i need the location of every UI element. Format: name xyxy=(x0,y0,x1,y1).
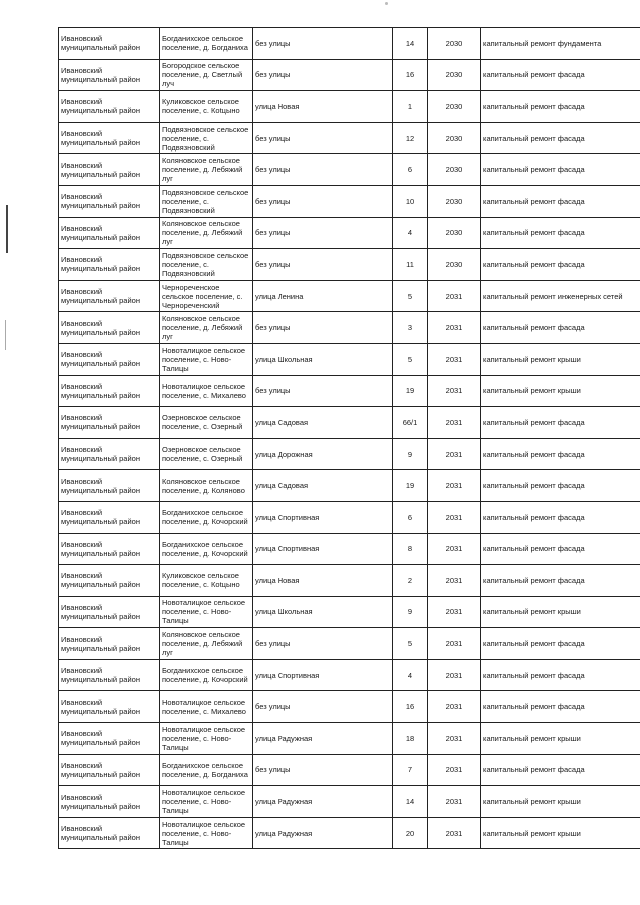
settlement-cell: Богданихское сельское поселение, д. Кочорский xyxy=(160,659,253,691)
district-cell: Ивановский муниципальный район xyxy=(59,280,160,312)
settlement-cell: Куликовское сельское поселение, с. Коtцыно xyxy=(160,91,253,123)
house-number-cell: 20 xyxy=(393,817,428,849)
district-cell: Ивановский муниципальный район xyxy=(59,533,160,565)
settlement-cell: Богданихское сельское поселение, д. Богданиха xyxy=(160,28,253,60)
table-row xyxy=(59,59,640,91)
repair-schedule-table xyxy=(58,27,640,849)
district-cell: Ивановский муниципальный район xyxy=(59,185,160,217)
house-number-cell: 2 xyxy=(393,565,428,597)
street-cell: без улицы xyxy=(253,154,393,186)
street-cell: улица Садовая xyxy=(253,470,393,502)
settlement-cell: Подвязновское сельское поселение, с. Подвязновский xyxy=(160,185,253,217)
house-number-cell: 4 xyxy=(393,217,428,249)
year-cell: 2030 xyxy=(428,59,481,91)
district-cell: Ивановский муниципальный район xyxy=(59,375,160,407)
work-type-cell: капитальный ремонт фасада xyxy=(481,122,640,154)
house-number-cell: 4 xyxy=(393,659,428,691)
year-cell: 2030 xyxy=(428,122,481,154)
year-cell: 2031 xyxy=(428,565,481,597)
district-cell: Ивановский муниципальный район xyxy=(59,122,160,154)
street-cell: улица Радужная xyxy=(253,817,393,849)
work-type-cell: капитальный ремонт фасада xyxy=(481,533,640,565)
table-row xyxy=(59,122,640,154)
district-cell: Ивановский муниципальный район xyxy=(59,91,160,123)
street-cell: без улицы xyxy=(253,375,393,407)
district-cell: Ивановский муниципальный район xyxy=(59,438,160,470)
table-row xyxy=(59,343,640,375)
street-cell: без улицы xyxy=(253,312,393,344)
settlement-cell: Новоталицкое сельское поселение, с. Ново-Талицы xyxy=(160,596,253,628)
settlement-cell: Богданихское сельское поселение, д. Кочорский xyxy=(160,533,253,565)
street-cell: улица Школьная xyxy=(253,343,393,375)
house-number-cell: 14 xyxy=(393,28,428,60)
work-type-cell: капитальный ремонт фасада xyxy=(481,501,640,533)
table-row xyxy=(59,565,640,597)
district-cell: Ивановский муниципальный район xyxy=(59,343,160,375)
settlement-cell: Чернореченское сельское поселение, с. Чернореченский xyxy=(160,280,253,312)
street-cell: улица Спортивная xyxy=(253,533,393,565)
settlement-cell: Богданихское сельское поселение, д. Кочорский xyxy=(160,501,253,533)
house-number-cell: 3 xyxy=(393,312,428,344)
table-row xyxy=(59,628,640,660)
house-number-cell: 9 xyxy=(393,596,428,628)
work-type-cell: капитальный ремонт фасада xyxy=(481,217,640,249)
work-type-cell: капитальный ремонт крыши xyxy=(481,723,640,755)
house-number-cell: 19 xyxy=(393,375,428,407)
work-type-cell: капитальный ремонт крыши xyxy=(481,817,640,849)
table-row xyxy=(59,28,640,60)
work-type-cell: капитальный ремонт крыши xyxy=(481,343,640,375)
street-cell: без улицы xyxy=(253,754,393,786)
house-number-cell: 16 xyxy=(393,59,428,91)
house-number-cell: 5 xyxy=(393,343,428,375)
table-row xyxy=(59,312,640,344)
street-cell: улица Новая xyxy=(253,565,393,597)
table-row xyxy=(59,691,640,723)
table-row xyxy=(59,786,640,818)
street-cell: улица Новая xyxy=(253,91,393,123)
table-row xyxy=(59,185,640,217)
street-cell: улица Радужная xyxy=(253,786,393,818)
settlement-cell: Богородское сельское поселение, д. Светлый луч xyxy=(160,59,253,91)
district-cell: Ивановский муниципальный район xyxy=(59,786,160,818)
house-number-cell: 6 xyxy=(393,501,428,533)
work-type-cell: капитальный ремонт фундамента xyxy=(481,28,640,60)
district-cell: Ивановский муниципальный район xyxy=(59,565,160,597)
street-cell: улица Школьная xyxy=(253,596,393,628)
year-cell: 2031 xyxy=(428,533,481,565)
street-cell: улица Спортивная xyxy=(253,659,393,691)
year-cell: 2031 xyxy=(428,280,481,312)
work-type-cell: капитальный ремонт фасада xyxy=(481,470,640,502)
settlement-cell: Новоталицкое сельское поселение, с. Ново-Талицы xyxy=(160,723,253,755)
work-type-cell: капитальный ремонт фасада xyxy=(481,438,640,470)
house-number-cell: 66/1 xyxy=(393,407,428,439)
scan-margin-mark xyxy=(6,205,8,253)
settlement-cell: Подвязновское сельское поселение, с. Подвязновский xyxy=(160,122,253,154)
house-number-cell: 6 xyxy=(393,154,428,186)
district-cell: Ивановский муниципальный район xyxy=(59,659,160,691)
house-number-cell: 14 xyxy=(393,786,428,818)
table-row xyxy=(59,217,640,249)
work-type-cell: капитальный ремонт фасада xyxy=(481,407,640,439)
district-cell: Ивановский муниципальный район xyxy=(59,817,160,849)
street-cell: без улицы xyxy=(253,28,393,60)
work-type-cell: капитальный ремонт фасада xyxy=(481,691,640,723)
table-row xyxy=(59,501,640,533)
house-number-cell: 5 xyxy=(393,628,428,660)
year-cell: 2031 xyxy=(428,343,481,375)
street-cell: улица Спортивная xyxy=(253,501,393,533)
house-number-cell: 18 xyxy=(393,723,428,755)
year-cell: 2030 xyxy=(428,91,481,123)
street-cell: без улицы xyxy=(253,249,393,281)
table-row xyxy=(59,723,640,755)
work-type-cell: капитальный ремонт инженерных сетей xyxy=(481,280,640,312)
year-cell: 2031 xyxy=(428,375,481,407)
house-number-cell: 5 xyxy=(393,280,428,312)
house-number-cell: 12 xyxy=(393,122,428,154)
work-type-cell: капитальный ремонт фасада xyxy=(481,59,640,91)
house-number-cell: 9 xyxy=(393,438,428,470)
district-cell: Ивановский муниципальный район xyxy=(59,249,160,281)
settlement-cell: Новоталицкое сельское поселение, с. Михалево xyxy=(160,691,253,723)
settlement-cell: Коляновское сельское поселение, д. Лебяжий луг xyxy=(160,217,253,249)
district-cell: Ивановский муниципальный район xyxy=(59,723,160,755)
table-row xyxy=(59,596,640,628)
settlement-cell: Озерновское сельское поселение, с. Озерный xyxy=(160,407,253,439)
district-cell: Ивановский муниципальный район xyxy=(59,691,160,723)
settlement-cell: Коляновское сельское поселение, д. Лебяжий луг xyxy=(160,154,253,186)
year-cell: 2031 xyxy=(428,754,481,786)
district-cell: Ивановский муниципальный район xyxy=(59,407,160,439)
house-number-cell: 19 xyxy=(393,470,428,502)
district-cell: Ивановский муниципальный район xyxy=(59,217,160,249)
settlement-cell: Новоталицкое сельское поселение, с. Ново-Талицы xyxy=(160,786,253,818)
table-row xyxy=(59,754,640,786)
street-cell: улица Садовая xyxy=(253,407,393,439)
house-number-cell: 11 xyxy=(393,249,428,281)
table-row xyxy=(59,438,640,470)
settlement-cell: Новоталицкое сельское поселение, с. Ново-Талицы xyxy=(160,343,253,375)
district-cell: Ивановский муниципальный район xyxy=(59,312,160,344)
district-cell: Ивановский муниципальный район xyxy=(59,28,160,60)
year-cell: 2030 xyxy=(428,154,481,186)
table-body xyxy=(59,28,640,849)
house-number-cell: 1 xyxy=(393,91,428,123)
year-cell: 2031 xyxy=(428,817,481,849)
district-cell: Ивановский муниципальный район xyxy=(59,596,160,628)
table-row xyxy=(59,470,640,502)
street-cell: улица Ленина xyxy=(253,280,393,312)
street-cell: улица Радужная xyxy=(253,723,393,755)
year-cell: 2031 xyxy=(428,596,481,628)
work-type-cell: капитальный ремонт фасада xyxy=(481,659,640,691)
year-cell: 2030 xyxy=(428,28,481,60)
district-cell: Ивановский муниципальный район xyxy=(59,754,160,786)
street-cell: без улицы xyxy=(253,217,393,249)
table-row xyxy=(59,407,640,439)
street-cell: улица Дорожная xyxy=(253,438,393,470)
year-cell: 2031 xyxy=(428,312,481,344)
table-row xyxy=(59,659,640,691)
year-cell: 2031 xyxy=(428,659,481,691)
scan-margin-mark xyxy=(5,320,6,350)
house-number-cell: 8 xyxy=(393,533,428,565)
house-number-cell: 7 xyxy=(393,754,428,786)
work-type-cell: капитальный ремонт фасада xyxy=(481,565,640,597)
year-cell: 2031 xyxy=(428,470,481,502)
settlement-cell: Куликовское сельское поселение, с. Коtцыно xyxy=(160,565,253,597)
table-row xyxy=(59,280,640,312)
year-cell: 2030 xyxy=(428,185,481,217)
year-cell: 2031 xyxy=(428,438,481,470)
district-cell: Ивановский муниципальный район xyxy=(59,470,160,502)
district-cell: Ивановский муниципальный район xyxy=(59,59,160,91)
settlement-cell: Коляновское сельское поселение, д. Коляново xyxy=(160,470,253,502)
work-type-cell: капитальный ремонт крыши xyxy=(481,786,640,818)
settlement-cell: Богданихское сельское поселение, д. Богданиха xyxy=(160,754,253,786)
work-type-cell: капитальный ремонт фасада xyxy=(481,754,640,786)
year-cell: 2031 xyxy=(428,786,481,818)
work-type-cell: капитальный ремонт фасада xyxy=(481,628,640,660)
work-type-cell: капитальный ремонт фасада xyxy=(481,154,640,186)
street-cell: без улицы xyxy=(253,691,393,723)
street-cell: без улицы xyxy=(253,59,393,91)
street-cell: без улицы xyxy=(253,122,393,154)
settlement-cell: Новоталицкое сельское поселение, с. Ново-Талицы xyxy=(160,817,253,849)
year-cell: 2031 xyxy=(428,628,481,660)
street-cell: без улицы xyxy=(253,628,393,660)
house-number-cell: 16 xyxy=(393,691,428,723)
year-cell: 2030 xyxy=(428,249,481,281)
table-row xyxy=(59,249,640,281)
year-cell: 2031 xyxy=(428,407,481,439)
district-cell: Ивановский муниципальный район xyxy=(59,154,160,186)
work-type-cell: капитальный ремонт фасада xyxy=(481,249,640,281)
year-cell: 2031 xyxy=(428,723,481,755)
street-cell: без улицы xyxy=(253,185,393,217)
table-row xyxy=(59,91,640,123)
work-type-cell: капитальный ремонт фасада xyxy=(481,312,640,344)
year-cell: 2030 xyxy=(428,217,481,249)
table-row xyxy=(59,375,640,407)
settlement-cell: Озерновское сельское поселение, с. Озерный xyxy=(160,438,253,470)
work-type-cell: капитальный ремонт фасада xyxy=(481,91,640,123)
work-type-cell: капитальный ремонт крыши xyxy=(481,596,640,628)
table-row xyxy=(59,533,640,565)
settlement-cell: Коляновское сельское поселение, д. Лебяжий луг xyxy=(160,312,253,344)
work-type-cell: капитальный ремонт фасада xyxy=(481,185,640,217)
table-row xyxy=(59,154,640,186)
table-row xyxy=(59,817,640,849)
settlement-cell: Коляновское сельское поселение, д. Лебяжий луг xyxy=(160,628,253,660)
district-cell: Ивановский муниципальный район xyxy=(59,501,160,533)
house-number-cell: 10 xyxy=(393,185,428,217)
scan-speck xyxy=(385,2,388,5)
settlement-cell: Подвязновское сельское поселение, с. Подвязновский xyxy=(160,249,253,281)
year-cell: 2031 xyxy=(428,691,481,723)
district-cell: Ивановский муниципальный район xyxy=(59,628,160,660)
settlement-cell: Новоталицкое сельское поселение, с. Михалево xyxy=(160,375,253,407)
work-type-cell: капитальный ремонт крыши xyxy=(481,375,640,407)
year-cell: 2031 xyxy=(428,501,481,533)
